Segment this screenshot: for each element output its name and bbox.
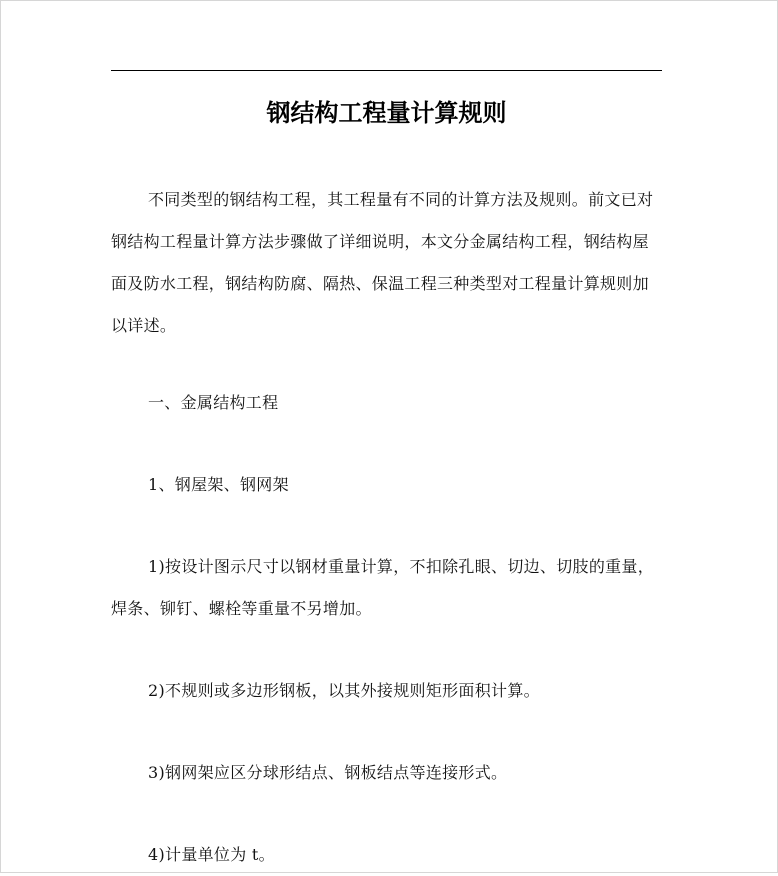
rule-item-2: 2)不规则或多边形钢板，以其外接规则矩形面积计算。 <box>148 681 540 700</box>
rule-item-1: 1)按设计图示尺寸以钢材重量计算，不扣除孔眼、切边、切肢的重量，焊条、铆钉、螺栓等重量不另增加。 <box>111 557 655 618</box>
rule-item-3: 3)钢网架应区分球形结点、钢板结点等连接形式。 <box>148 763 508 782</box>
header-rule <box>111 70 662 71</box>
section-heading: 一、金属结构工程 <box>148 393 279 412</box>
subsection-heading: 1、钢屋架、钢网架 <box>148 475 289 494</box>
intro-paragraph: 不同类型的钢结构工程，其工程量有不同的计算方法及规则。前文已对 钢结构工程量计算方法步骤做了详细说明，本文分金属结构工程，钢结构屋面及防水工程，钢结构防腐、隔热、保温工程三种类型对工程量计算规则加以详述。 <box>111 190 654 335</box>
document-title: 钢结构工程量计算规则 <box>266 99 507 127</box>
rule-item-4: 4)计量单位为 t。 <box>148 845 275 864</box>
